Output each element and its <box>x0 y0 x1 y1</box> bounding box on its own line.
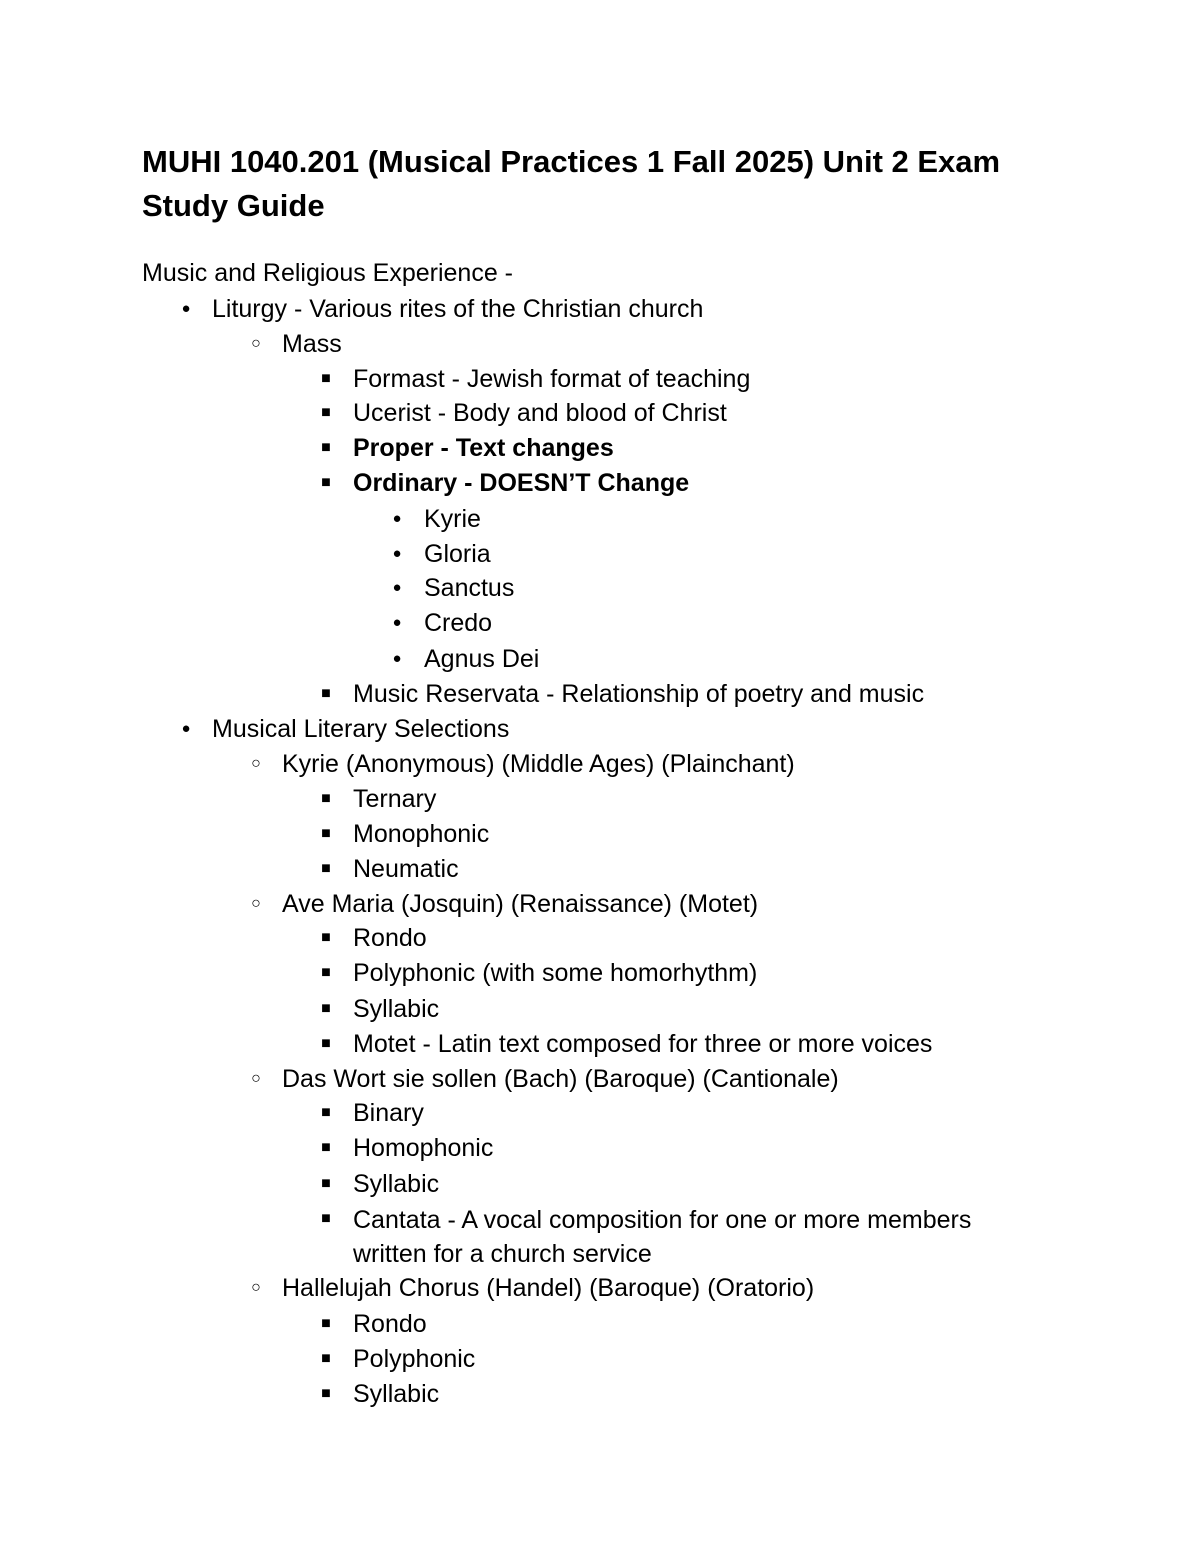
list-item: Cantata - A vocal composition for one or more members written for a church service <box>353 1206 972 1268</box>
list-item: Musical Literary Selections <box>212 715 510 743</box>
bullet-square-icon: ■ <box>321 1350 331 1367</box>
list-item: Music Reservata - Relationship of poetry and music <box>353 680 925 708</box>
list-item: Das Wort sie sollen (Bach) (Baroque) (Cantionale) <box>282 1065 839 1093</box>
bullet-square-icon: ■ <box>321 1104 331 1121</box>
list-item: Neumatic <box>353 855 459 883</box>
bullet-circle-icon: ○ <box>251 1070 261 1087</box>
bullet-square-icon: ■ <box>321 825 331 842</box>
bullet-square-icon: ■ <box>321 1175 331 1192</box>
document-title: MUHI 1040.201 (Musical Practices 1 Fall 2025) Unit 2 Exam Study Guide <box>142 144 1001 223</box>
list-item: Kyrie <box>424 505 481 533</box>
bullet-square-icon: ■ <box>321 1000 331 1017</box>
bullet-dot-icon: ● <box>392 614 402 631</box>
bullet-square-icon: ■ <box>321 1139 331 1156</box>
list-item: Rondo <box>353 924 427 952</box>
bullet-square-icon: ■ <box>321 474 331 491</box>
list-item: Homophonic <box>353 1134 494 1162</box>
bullet-dot-icon: ● <box>392 510 402 527</box>
bullet-square-icon: ■ <box>321 370 331 387</box>
list-item: Ordinary - DOESN’T Change <box>353 469 690 497</box>
bullet-dot-icon: ● <box>181 300 191 317</box>
bullet-square-icon: ■ <box>321 1035 331 1052</box>
list-item: Formast - Jewish format of teaching <box>353 365 751 393</box>
bullet-square-icon: ■ <box>321 964 331 981</box>
bullet-circle-icon: ○ <box>251 335 261 352</box>
list-item: Sanctus <box>424 574 515 602</box>
list-item: Proper - Text changes <box>353 434 614 462</box>
list-item: Kyrie (Anonymous) (Middle Ages) (Plainchant) <box>282 750 795 778</box>
bullet-square-icon: ■ <box>321 404 331 421</box>
bullet-circle-icon: ○ <box>251 1279 261 1296</box>
list-item: Gloria <box>424 540 491 568</box>
bullet-square-icon: ■ <box>321 1210 331 1227</box>
list-item: Syllabic <box>353 1170 440 1198</box>
list-item: Credo <box>424 609 493 637</box>
list-item: Monophonic <box>353 820 490 848</box>
list-item: Hallelujah Chorus (Handel) (Baroque) (Oratorio) <box>282 1274 815 1302</box>
list-item: Polyphonic <box>353 1345 476 1373</box>
bullet-square-icon: ■ <box>321 1385 331 1402</box>
list-item: Mass <box>282 330 342 358</box>
list-item: Ave Maria (Josquin) (Renaissance) (Motet) <box>282 890 759 918</box>
bullet-square-icon: ■ <box>321 439 331 456</box>
bullet-square-icon: ■ <box>321 1315 331 1332</box>
list-item: Polyphonic (with some homorhythm) <box>353 959 758 987</box>
bullet-dot-icon: ● <box>392 545 402 562</box>
bullet-circle-icon: ○ <box>251 755 261 772</box>
list-item: Binary <box>353 1099 424 1127</box>
list-item: Syllabic <box>353 995 440 1023</box>
bullet-square-icon: ■ <box>321 685 331 702</box>
list-item: Ternary <box>353 785 437 813</box>
section-heading: Music and Religious Experience - <box>142 259 514 287</box>
list-item: Motet - Latin text composed for three or more voices <box>353 1030 933 1058</box>
list-item: Syllabic <box>353 1380 440 1408</box>
bullet-dot-icon: ● <box>181 720 191 737</box>
list-item: Ucerist - Body and blood of Christ <box>353 399 727 427</box>
bullet-square-icon: ■ <box>321 929 331 946</box>
bullet-circle-icon: ○ <box>251 895 261 912</box>
bullet-dot-icon: ● <box>392 650 402 667</box>
bullet-square-icon: ■ <box>321 860 331 877</box>
list-item: Rondo <box>353 1310 427 1338</box>
bullet-dot-icon: ● <box>392 579 402 596</box>
bullet-square-icon: ■ <box>321 790 331 807</box>
list-item: Liturgy - Various rites of the Christian church <box>212 295 704 323</box>
list-item: Agnus Dei <box>424 645 540 673</box>
